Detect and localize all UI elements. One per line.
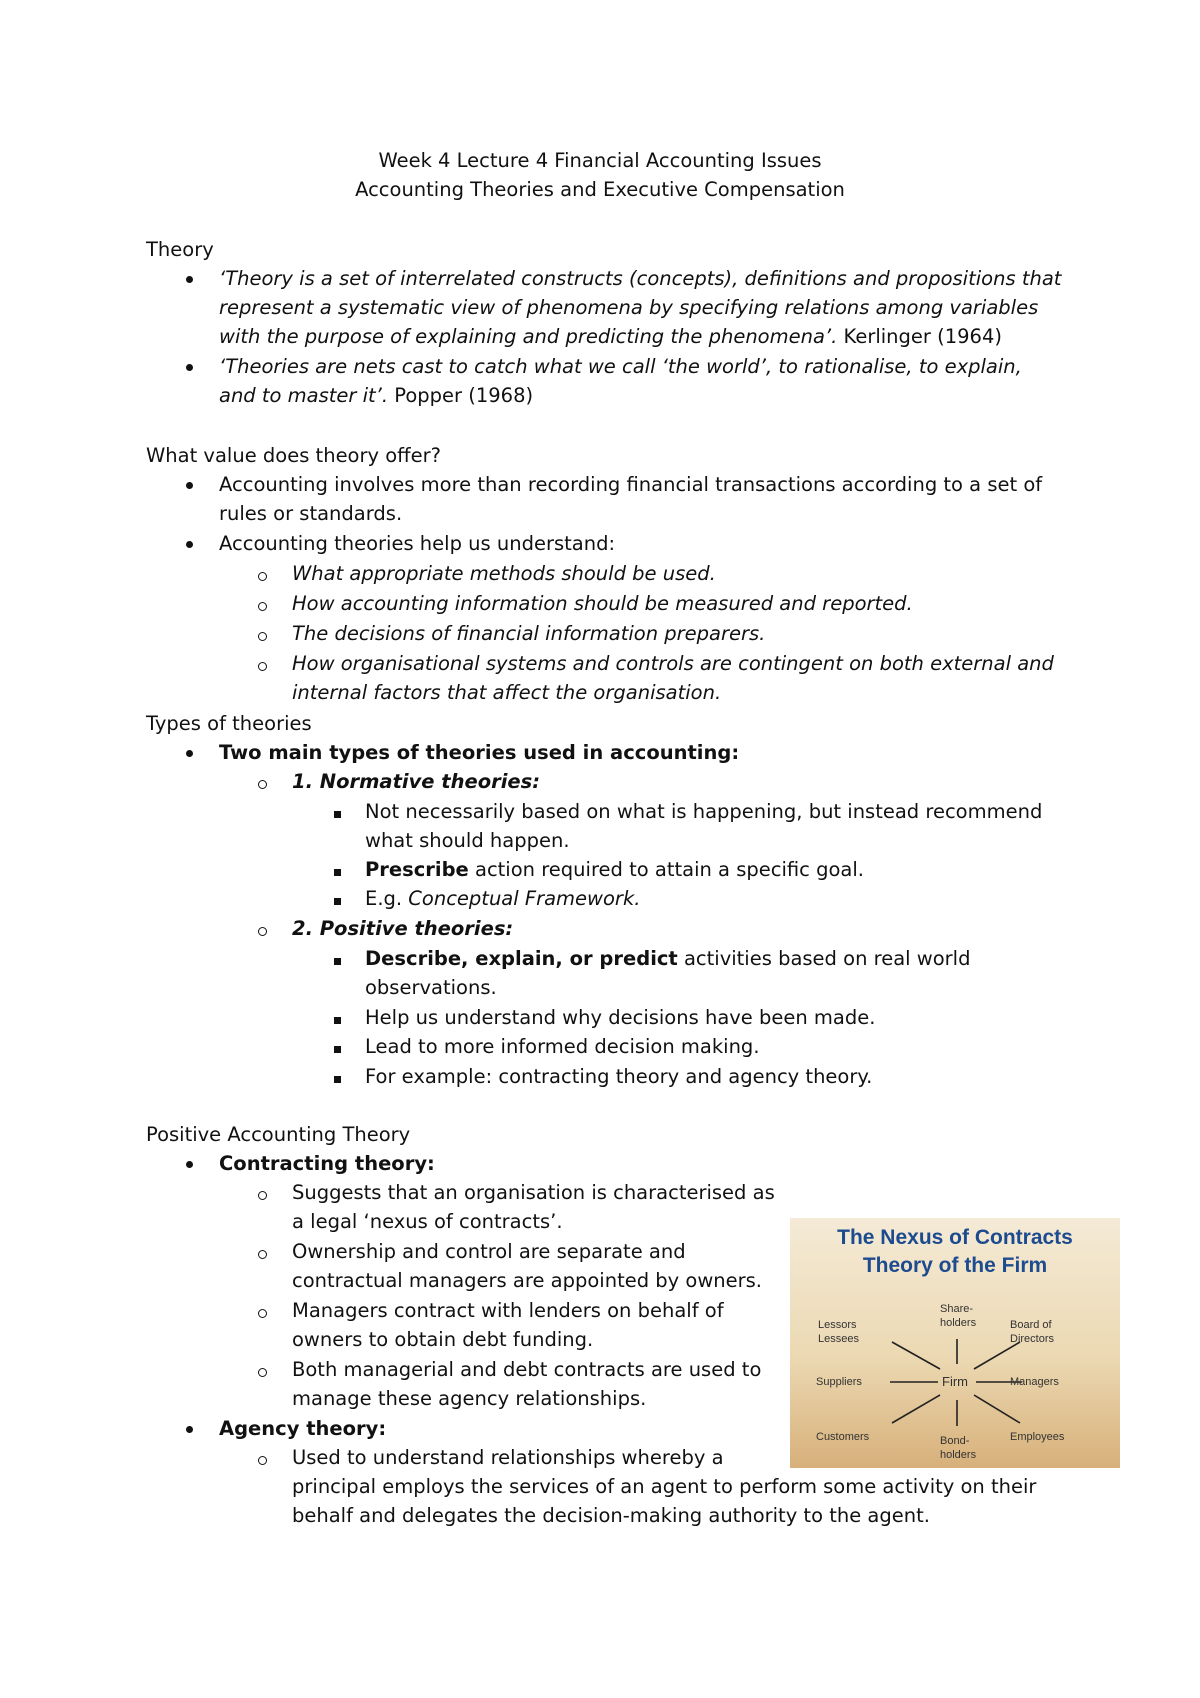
section-heading-value: What value does theory offer?: [146, 444, 441, 467]
nexus-of-contracts-figure: [790, 1218, 1120, 1468]
positive-item1-line1: Describe, explain, or predict activities based on real world: [365, 947, 971, 970]
positive-label: 2. Positive theories:: [292, 917, 514, 940]
value-sub4-line2: internal factors that affect the organisation.: [292, 681, 722, 704]
circle-bullet-icon: [258, 1309, 267, 1318]
circle-bullet-icon: [258, 1456, 267, 1465]
value-sub1: What appropriate methods should be used.: [292, 562, 716, 585]
circle-bullet-icon: [258, 602, 267, 611]
circle-bullet-icon: [258, 572, 267, 581]
square-bullet-icon: [334, 1076, 341, 1083]
contracting-item2-line1: Ownership and control are separate and: [292, 1240, 686, 1263]
quote-kerlinger-line3: with the purpose of explaining and predicting the phenomena’. Kerlinger (1964): [219, 325, 1002, 348]
normative-item3: E.g. Conceptual Framework.: [365, 887, 641, 910]
title-line-2: Accounting Theories and Executive Compensation: [355, 178, 845, 201]
value-sub3: The decisions of financial information preparers.: [292, 622, 766, 645]
contracting-item1-line2: a legal ‘nexus of contracts’.: [292, 1210, 563, 1233]
positive-item3: Lead to more informed decision making.: [365, 1035, 760, 1058]
figure-label-firm: Firm: [942, 1374, 968, 1389]
value-bullet1-line2: rules or standards.: [219, 502, 403, 525]
bullet-icon: [186, 541, 193, 548]
connector-line: [974, 1395, 1020, 1423]
circle-bullet-icon: [258, 1250, 267, 1259]
title-line-1: Week 4 Lecture 4 Financial Accounting Issues: [378, 149, 822, 172]
agency-item1-line3: behalf and delegates the decision-making authority to the agent.: [292, 1504, 930, 1527]
section-heading-types: Types of theories: [146, 712, 312, 735]
agency-item1-line2: principal employs the services of an agent to perform some activity on their: [292, 1475, 1037, 1498]
connector-line: [892, 1342, 940, 1369]
quote-kerlinger-line1: ‘Theory is a set of interrelated constructs (concepts), definitions and propositions that: [219, 267, 1062, 290]
contracting-item2-line2: contractual managers are appointed by owners.: [292, 1269, 763, 1292]
contracting-item1-line1: Suggests that an organisation is characterised as: [292, 1181, 775, 1204]
quote-popper-line2: and to master it’. Popper (1968): [219, 384, 534, 407]
types-bullet1: Two main types of theories used in accounting:: [219, 741, 740, 764]
section-heading-pat: Positive Accounting Theory: [146, 1123, 411, 1146]
figure-label-customers: Customers: [816, 1431, 870, 1443]
value-bullet2: Accounting theories help us understand:: [219, 532, 616, 555]
normative-label: 1. Normative theories:: [292, 770, 541, 793]
circle-bullet-icon: [258, 1191, 267, 1200]
value-sub4-line1: How organisational systems and controls are contingent on both external and: [292, 652, 1054, 675]
square-bullet-icon: [334, 1017, 341, 1024]
square-bullet-icon: [334, 898, 341, 905]
figure-title-line1: The Nexus of Contracts: [837, 1226, 1073, 1249]
contracting-item4-line1: Both managerial and debt contracts are used to: [292, 1358, 762, 1381]
figure-label-lessors: Lessors Lessees: [818, 1319, 859, 1345]
contracting-item3-line1: Managers contract with lenders on behalf of: [292, 1299, 724, 1322]
normative-item1-line2: what should happen.: [365, 829, 570, 852]
square-bullet-icon: [334, 811, 341, 818]
normative-item2: Prescribe action required to attain a specific goal.: [365, 858, 864, 881]
positive-item1-line2: observations.: [365, 976, 497, 999]
figure-label-bondholders: Bond- holders: [940, 1435, 977, 1461]
circle-bullet-icon: [258, 927, 267, 936]
bullet-icon: [186, 482, 193, 489]
agency-item1-line1: Used to understand relationships whereby a: [292, 1446, 724, 1469]
value-bullet1-line1: Accounting involves more than recording financial transactions according to a set of: [219, 473, 1043, 496]
quote-popper-line1: ‘Theories are nets cast to catch what we call ‘the world’, to rationalise, to explain,: [219, 355, 1022, 378]
contracting-item3-line2: owners to obtain debt funding.: [292, 1328, 594, 1351]
figure-label-board: Board of Directors: [1010, 1319, 1055, 1345]
connector-line: [974, 1342, 1020, 1369]
figure-label-employees: Employees: [1010, 1431, 1065, 1443]
normative-item1-line1: Not necessarily based on what is happening, but instead recommend: [365, 800, 1043, 823]
bullet-icon: [186, 1161, 193, 1168]
contracting-label: Contracting theory:: [219, 1152, 435, 1175]
circle-bullet-icon: [258, 662, 267, 671]
circle-bullet-icon: [258, 780, 267, 789]
square-bullet-icon: [334, 958, 341, 965]
bullet-icon: [186, 276, 193, 283]
circle-bullet-icon: [258, 632, 267, 641]
figure-label-suppliers: Suppliers: [816, 1376, 862, 1388]
value-sub2: How accounting information should be measured and reported.: [292, 592, 913, 615]
positive-item4: For example: contracting theory and agency theory.: [365, 1065, 873, 1088]
circle-bullet-icon: [258, 1368, 267, 1377]
bullet-icon: [186, 364, 193, 371]
connector-line: [892, 1395, 940, 1423]
section-heading-theory: Theory: [146, 238, 214, 261]
positive-item2: Help us understand why decisions have been made.: [365, 1006, 876, 1029]
contracting-item4-line2: manage these agency relationships.: [292, 1387, 647, 1410]
figure-label-shareholders: Share- holders: [940, 1303, 977, 1329]
bullet-icon: [186, 750, 193, 757]
quote-kerlinger-line2: represent a systematic view of phenomena by specifying relations among variables: [219, 296, 1039, 319]
figure-title-line2: Theory of the Firm: [862, 1254, 1048, 1277]
bullet-icon: [186, 1426, 193, 1433]
square-bullet-icon: [334, 869, 341, 876]
square-bullet-icon: [334, 1046, 341, 1053]
agency-label: Agency theory:: [219, 1417, 387, 1440]
figure-label-managers: Managers: [1010, 1376, 1059, 1388]
